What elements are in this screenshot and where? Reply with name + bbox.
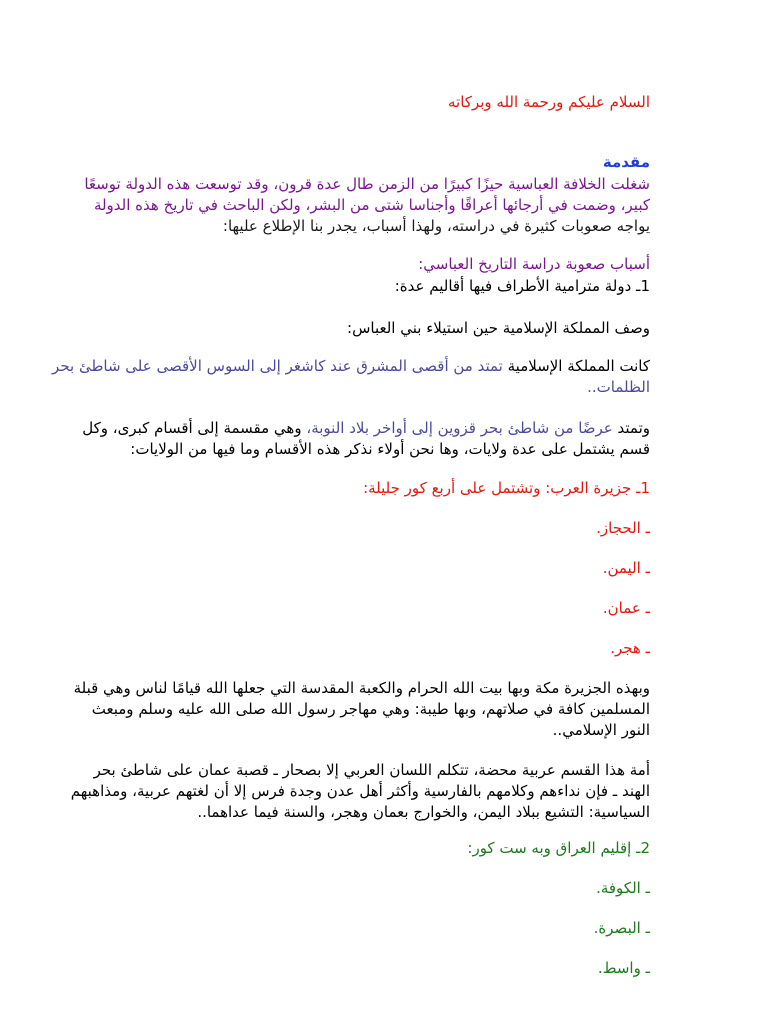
language-line-1: أمة هذا القسم عربية محضة، تتكلم اللسان العربي إلا بصحار ـ قصبة عمان على شاطئ بحر	[93, 761, 650, 779]
width-lead: وتمتد	[617, 419, 650, 437]
mecca-line-1: وبهذه الجزيرة مكة وبها بيت الله الحرام والكعبة المقدسة التي جعلها الله قيامًا لناس وهي قبلة	[73, 679, 650, 697]
extent-line-2: الظلمات..	[587, 378, 650, 396]
intro-line-1: شغلت الخلافة العباسية حيزًا كبيرًا من الزمن طال عدة قرون، وقد توسعت هذه الدولة توسعًا	[84, 175, 650, 193]
language-line-3: السياسية: التشيع ببلاد اليمن، والخوارج بعمان وهجر، والسنة فيما عداهما..	[197, 803, 650, 821]
width-tail: وهي مقسمة إلى أقسام كبرى، وكل	[82, 419, 307, 437]
width-line-2: قسم يشتمل على عدة ولايات، وها نحن أولاء نذكر هذه الأقسام وما فيها من الولايات:	[130, 440, 650, 458]
extent-rest: تمتد من أقصى المشرق عند كاشغر إلى السوس الأقصى على شاطئ بحر	[52, 357, 508, 375]
arabia-item-hijaz: ـ الحجاز.	[596, 519, 650, 537]
intro-line-3: يواجه صعوبات كثيرة في دراسته، ولهذا أسباب، يجدر بنا الإطلاع عليها:	[222, 217, 650, 235]
arabia-item-hajar: ـ هجر.	[610, 639, 650, 657]
width-line-1	[82, 418, 650, 438]
intro-line-2: كبير، وضمت في أرجائها أعراقًا وأجناسا شتى من البشر، ولكن الباحث في تاريخ هذه الدولة	[93, 196, 650, 214]
mecca-line-2: المسلمين كافة في صلاتهم، وبها طيبة: وهي مهاجر رسول الله صلى الله عليه وسلم ومبعث	[91, 700, 650, 718]
iraq-heading: 2ـ إقليم العراق وبه ست كور:	[467, 839, 650, 857]
mecca-line-3: النور الإسلامي..	[552, 721, 650, 739]
arabia-heading: 1ـ جزيرة العرب: وتشتمل على أربع كور جليلة:	[363, 479, 650, 497]
extent-start: كانت المملكة الإسلامية	[507, 357, 650, 375]
extent-line-1	[52, 356, 650, 376]
iraq-item-wasit: ـ واسط.	[597, 959, 650, 977]
iraq-item-kufa: ـ الكوفة.	[596, 879, 650, 897]
reasons-heading: أسباب صعوبة دراسة التاريخ العباسي:	[418, 255, 650, 273]
document-page	[52, 0, 650, 1024]
arabia-item-oman: ـ عمان.	[602, 599, 650, 617]
description-heading: وصف المملكة الإسلامية حين استيلاء بني العباس:	[347, 319, 650, 337]
language-line-2: الهند ـ فإن نداءهم وكلامهم بالفارسية وأكثر أهل عدن وجدة فرس إلا أن لغتهم عربية، ومذاهبهم	[70, 782, 650, 800]
intro-heading: مقدمة	[602, 153, 650, 171]
iraq-item-basra: ـ البصرة.	[593, 919, 650, 937]
reason-1: 1ـ دولة مترامية الأطراف فيها أقاليم عدة:	[394, 277, 650, 295]
width-colored: عرضًا من شاطئ بحر قزوين إلى أواخر بلاد النوبة،	[306, 419, 618, 437]
greeting: السلام عليكم ورحمة الله وبركاته	[448, 93, 650, 111]
arabia-item-yemen: ـ اليمن.	[602, 559, 650, 577]
